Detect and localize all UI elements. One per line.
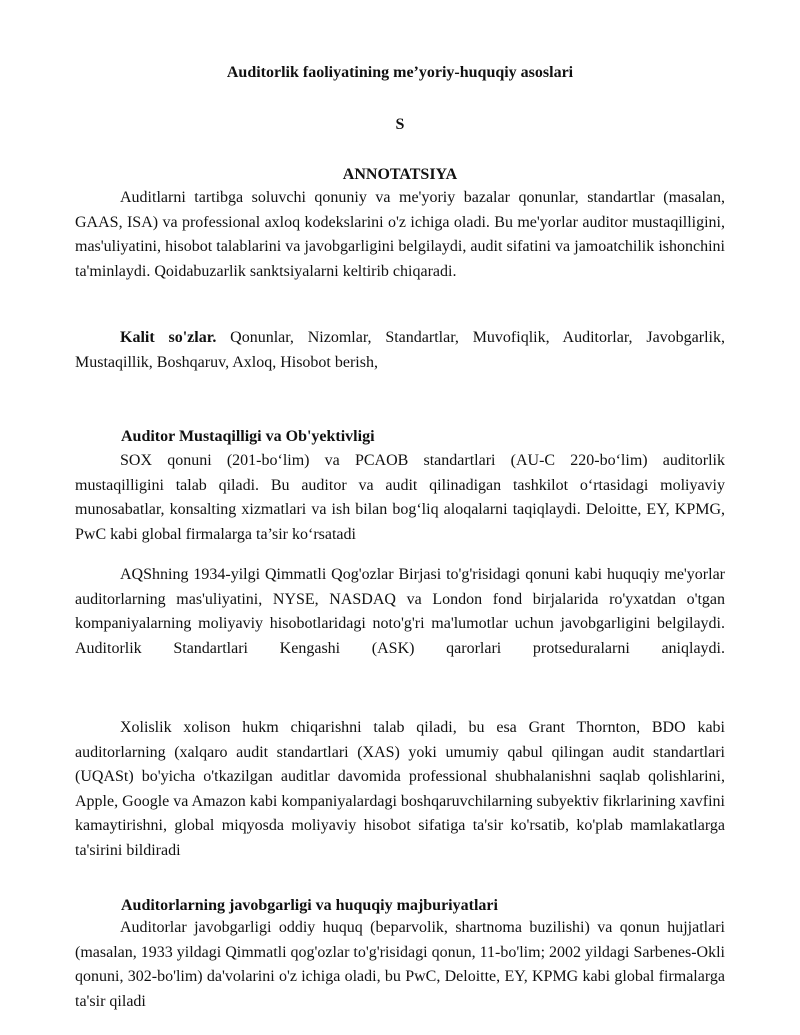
section1-paragraph-1 [75, 449, 725, 547]
section2-heading: Auditorlarning javobgarligi va huquqiy majburiyatlari [121, 897, 498, 914]
section2-paragraph-1 [75, 916, 725, 1014]
section1-paragraph-3 [75, 716, 725, 863]
section1-p1-text: SOX qonuni (201-bo‘lim) va PCAOB standartlari (AU-C 220-bo‘lim) auditorlik mustaqilligini talab qiladi. Bu auditor va audit qilinadigan tashkilot o‘rtasidagi moliyaviy munosabatlar, konsalting xizmatlari va ish bilan bog‘liq aloqalarni taqiqlaydi. Deloitte, EY, KPMG, PwC kabi global firmalarga ta’sir ko‘rsatadi [75, 452, 725, 543]
annotation-heading: ANNOTATSIYA [342, 166, 458, 183]
section2-p1-text: Auditorlar javobgarligi oddiy huquq (beparvolik, shartnoma buzilishi) va qonun hujjatlari (masalan, 1933 yildagi Qimmatli qog'ozlar to'g'risidagi qonun, 11-bo'lim; 2002 yildagi Sarbenes-Okli qonuni, 302-bo'lim) da'volarini o'z ichiga oladi, bu PwC, Deloitte, EY, KPMG kabi global firmalarga ta'sir qiladi [75, 919, 725, 1010]
keywords-label: Kalit so'zlar. [120, 329, 217, 346]
keywords-paragraph [75, 326, 725, 375]
section1-p2-text: AQShning 1934-yilgi Qimmatli Qog'ozlar Birjasi to'g'risidagi qonuni kabi huquqiy me'yorlar auditorlarning mas'uliyatini, NYSE, NASDAQ va London fond birjalarida ro'yxatdan o'tgan kompaniyalarning moliyaviy hisobotlaridagi noto'g'ri ma'lumotlar uchun javobgarligini belgilaydi. Auditorlik Standartlari Kengashi (ASK) qarorlari protseduralarni aniqlaydi. [75, 566, 725, 657]
document-title: Auditorlik faoliyatining me’yoriy-huquqiy asoslari [226, 64, 574, 81]
author-letter: S [395, 116, 405, 133]
annotation-paragraph [75, 186, 725, 284]
annotation-text: Auditlarni tartibga soluvchi qonuniy va me'yoriy bazalar qonunlar, standartlar (masalan, GAAS, ISA) va professional axloq kodekslarini o'z ichiga oladi. Bu me'yorlar auditor mustaqilligini, mas'uliyatini, hisobot talablarini va javobgarligini belgilaydi, audit sifatini va jamoatchilik ishonchini ta'minlaydi. Qoidabuzarlik sanktsiyalarni keltirib chiqaradi. [75, 189, 725, 280]
section1-p3-text: Xolislik xolison hukm chiqarishni talab qiladi, bu esa Grant Thornton, BDO kabi auditorlarning (xalqaro audit standartlari (XAS) yoki umumiy qabul qilingan audit standartlari (UQASt) bo'yicha o'tkazilgan auditlar davomida professional shubhalanishni saqlab qolishlarini, Apple, Google va Amazon kabi kompaniyalardagi boshqaruvchilarning subyektiv fikrlarining xavfini kamaytirishni, global miqyosda moliyaviy hisobot sifatiga ta'sir ko'rsatib, ko'plab mamlakatlarga ta'sirini bildiradi [75, 719, 725, 859]
section1-paragraph-2 [75, 563, 725, 661]
section1-heading: Auditor Mustaqilligi va Ob'yektivligi [121, 428, 375, 445]
keywords-line [75, 326, 725, 375]
keywords-text: Qonunlar, Nizomlar, Standartlar, Muvofiqlik, Auditorlar, Javobgarlik, Mustaqillik, Boshqaruv, Axloq, Hisobot berish, [75, 329, 725, 371]
